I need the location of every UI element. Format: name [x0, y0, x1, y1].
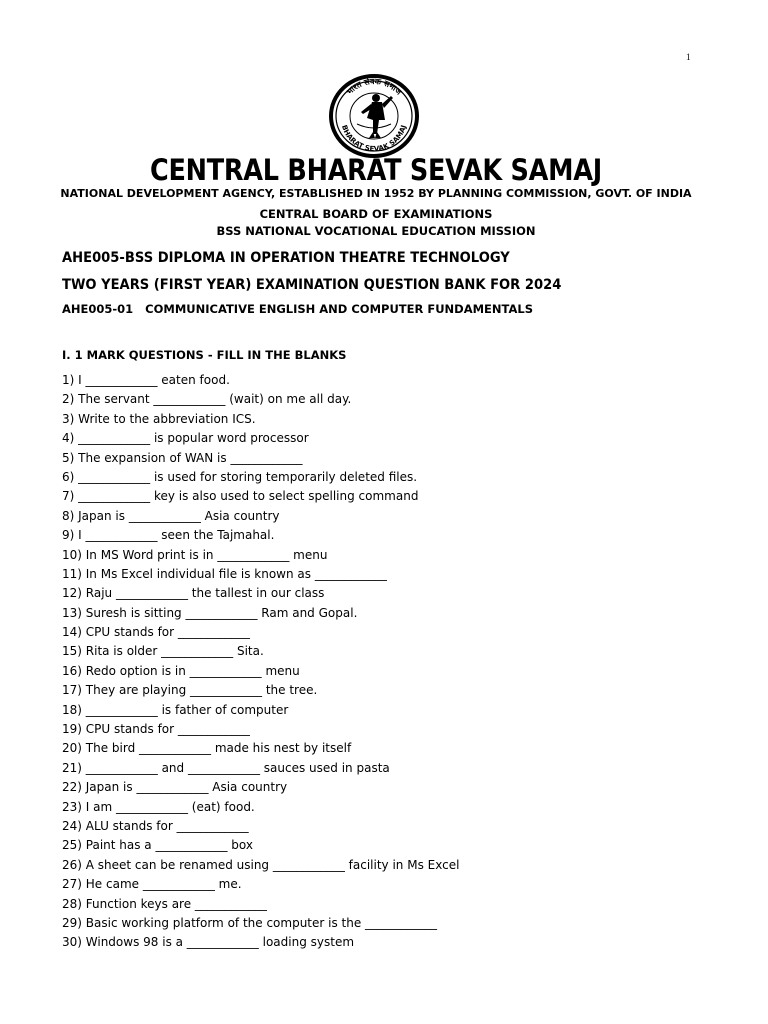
- bharat-sevak-samaj-emblem: [327, 74, 421, 158]
- question-item: 6) ____________ is used for storing temporarily deleted files.: [62, 469, 418, 484]
- question-list: [62, 371, 459, 953]
- question-item: 19) CPU stands for ____________: [62, 722, 250, 737]
- question-item: 12) Raju ____________ the tallest in our class: [62, 586, 325, 601]
- question-item: 24) ALU stands for ____________: [62, 818, 249, 833]
- question-item: 23) I am ____________ (eat) food.: [62, 799, 255, 814]
- section-title: I. 1 MARK QUESTIONS - FILL IN THE BLANKS: [62, 348, 347, 362]
- agency-line: NATIONAL DEVELOPMENT AGENCY, ESTABLISHED IN 1952 BY PLANNING COMMISSION, GOVT. OF INDIA: [60, 187, 692, 200]
- course-heading: AHE005-01 COMMUNICATIVE ENGLISH AND COMPUTER FUNDAMENTALS: [62, 302, 533, 316]
- question-item: 21) ____________ and ____________ sauces used in pasta: [62, 760, 390, 775]
- diploma-heading: AHE005-BSS DIPLOMA IN OPERATION THEATRE TECHNOLOGY: [62, 250, 510, 266]
- question-item: 16) Redo option is in ____________ menu: [62, 663, 300, 678]
- question-item: 3) Write to the abbreviation ICS.: [62, 411, 256, 426]
- question-item: 15) Rita is older ____________ Sita.: [62, 644, 264, 659]
- question-item: 22) Japan is ____________ Asia country: [62, 780, 288, 795]
- organization-title: CENTRAL BHARAT SEVAK SAMAJ: [150, 153, 602, 187]
- question-item: 11) In Ms Excel individual file is known as ____________: [62, 566, 387, 581]
- question-item: 26) A sheet can be renamed using ____________ facility in Ms Excel: [62, 857, 460, 872]
- question-item: 10) In MS Word print is in ____________ menu: [62, 547, 328, 562]
- emblem-text-top: भारत सेवक समाज: [344, 76, 404, 97]
- question-item: 9) I ____________ seen the Tajmahal.: [62, 528, 275, 543]
- question-item: 30) Windows 98 is a ____________ loading system: [62, 935, 355, 950]
- board-name: CENTRAL BOARD OF EXAMINATIONS: [259, 207, 493, 221]
- question-item: 14) CPU stands for ____________: [62, 625, 250, 640]
- question-item: 8) Japan is ____________ Asia country: [62, 508, 280, 523]
- question-item: 7) ____________ key is also used to select spelling command: [62, 489, 419, 504]
- emblem-text-bottom: BHARAT SEVAK SAMAJ: [339, 123, 409, 154]
- question-item: 28) Function keys are ____________: [62, 896, 267, 911]
- question-item: 27) He came ____________ me.: [62, 877, 242, 892]
- question-item: 4) ____________ is popular word processor: [62, 431, 309, 446]
- question-item: 17) They are playing ____________ the tree.: [62, 683, 318, 698]
- question-item: 25) Paint has a ____________ box: [62, 838, 253, 853]
- question-item: 5) The expansion of WAN is ____________: [62, 450, 303, 465]
- question-item: 29) Basic working platform of the computer is the ____________: [62, 915, 438, 930]
- question-item: 13) Suresh is sitting ____________ Ram and Gopal.: [62, 605, 358, 620]
- question-item: 18) ____________ is father of computer: [62, 702, 289, 717]
- question-item: 1) I ____________ eaten food.: [62, 373, 230, 387]
- mission-name: BSS NATIONAL VOCATIONAL EDUCATION MISSION: [216, 224, 536, 238]
- page-number: 1: [686, 52, 691, 62]
- question-item: 2) The servant ____________ (wait) on me all day.: [62, 392, 352, 407]
- question-bank-heading: TWO YEARS (FIRST YEAR) EXAMINATION QUESTION BANK FOR 2024: [62, 277, 562, 293]
- question-item: 20) The bird ____________ made his nest by itself: [62, 741, 352, 756]
